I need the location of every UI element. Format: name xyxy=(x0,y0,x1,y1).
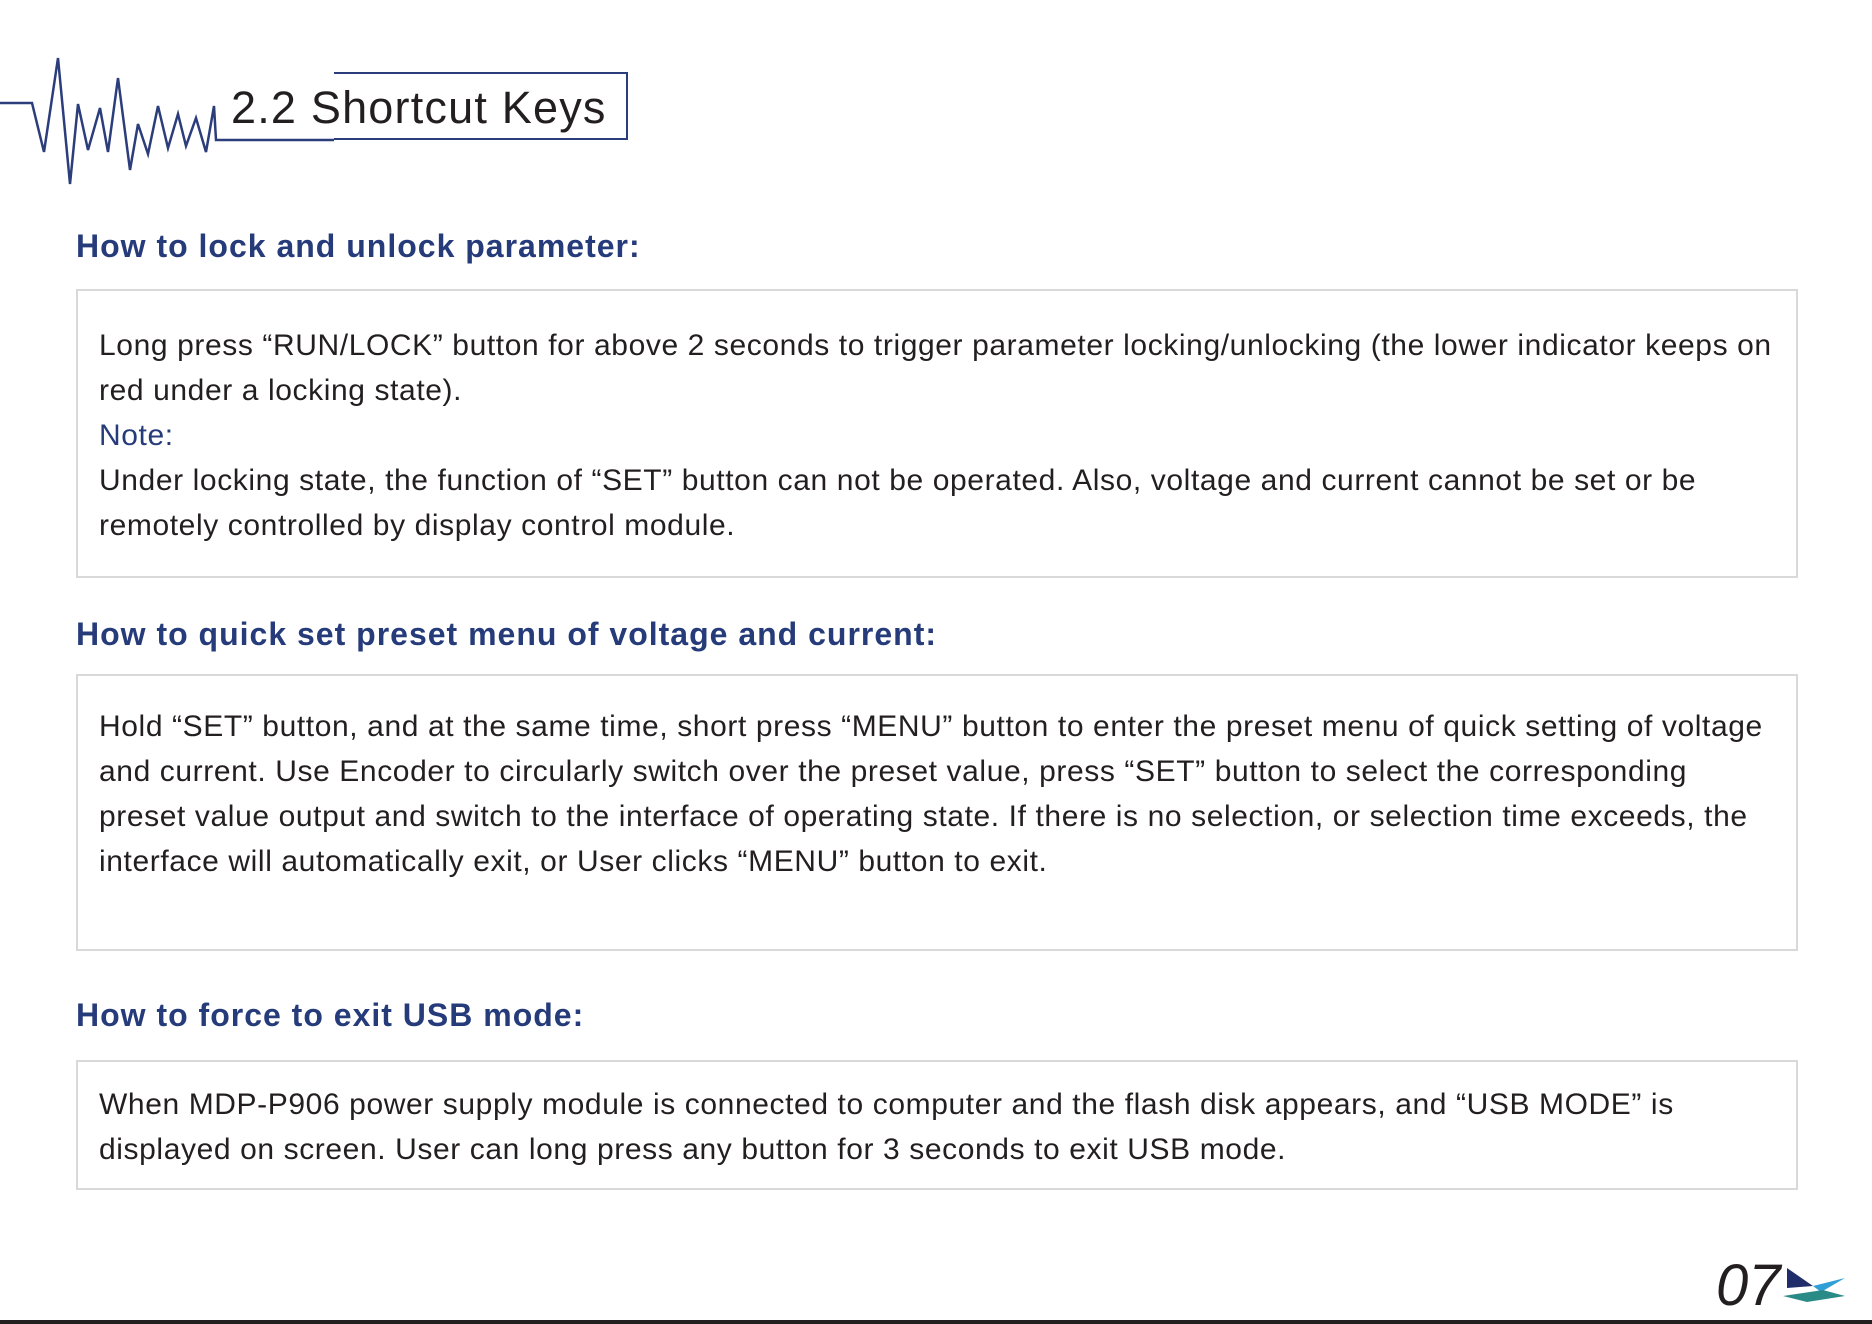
bottom-rule xyxy=(0,1320,1872,1324)
note-label: Note: xyxy=(99,419,174,452)
content-box-quick-preset xyxy=(76,674,1798,951)
content-box-exit-usb xyxy=(76,1060,1798,1190)
lock-note-text: Under locking state, the function of “SET” button can not be operated. Also, voltage and current cannot be set or be remotely controlled by display control module. xyxy=(99,464,1697,542)
lock-instruction-text: Long press “RUN/LOCK” button for above 2 seconds to trigger parameter locking/unlocking (the lower indicator keeps on red under a locking state). xyxy=(99,329,1772,407)
page-number: 07 xyxy=(1716,1253,1781,1318)
preset-instruction-text: Hold “SET” button, and at the same time, short press “MENU” button to enter the preset menu of quick setting of voltage and current. Use Encoder to circularly switch over the preset value, press “SET” button to select the corresponding preset value output and switch to the interface of operating state. If there is no selection, or selection time exceeds, the interface will automatically exit, or User clicks “MENU” button to exit. xyxy=(99,710,1763,878)
brand-logo-icon xyxy=(1783,1266,1849,1306)
content-box-lock-unlock xyxy=(76,289,1798,578)
page-title: 2.2 Shortcut Keys xyxy=(231,82,607,133)
usb-instruction-text: When MDP-P906 power supply module is connected to computer and the flash disk appears, and “USB MODE” is displayed on screen. User can long press any button for 3 seconds to exit USB mode. xyxy=(99,1088,1674,1166)
section-heading-quick-preset: How to quick set preset menu of voltage and current: xyxy=(76,616,938,652)
section-heading-exit-usb: How to force to exit USB mode: xyxy=(76,997,585,1033)
section-heading-lock-unlock: How to lock and unlock parameter: xyxy=(76,228,641,264)
